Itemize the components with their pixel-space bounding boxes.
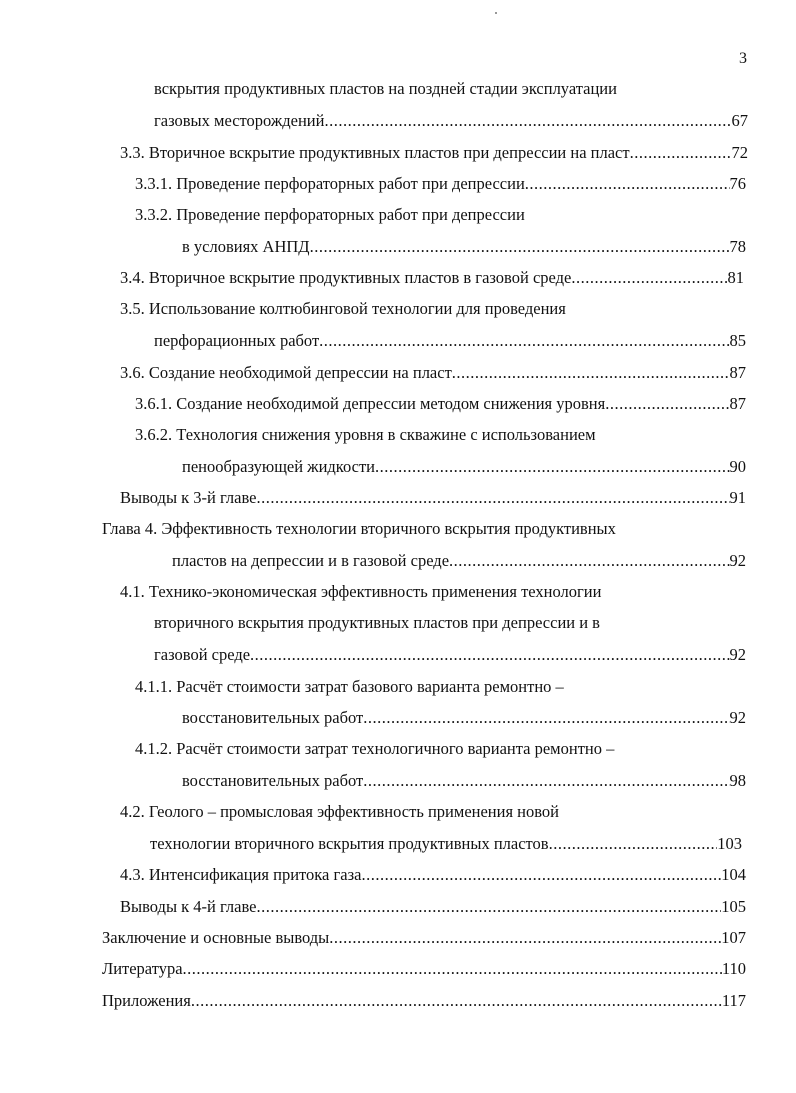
toc-entry	[120, 581, 720, 603]
dot-leader	[329, 927, 721, 949]
toc-entry	[154, 110, 748, 132]
toc-entry	[172, 550, 746, 572]
toc-entry-text: Выводы к 3-й главе	[120, 488, 257, 507]
toc-entry	[102, 958, 746, 980]
toc-entry-text: вскрытия продуктивных пластов на поздней стадии эксплуатации	[154, 79, 617, 98]
toc-entry-text: 4.1.2. Расчёт стоимости затрат технологичного варианта ремонтно –	[135, 739, 615, 758]
toc-entry-text: 3.6.1. Создание необходимой депрессии методом снижения уровня	[135, 394, 606, 413]
dot-leader	[525, 173, 730, 195]
toc-entry-text: восстановительных работ	[182, 771, 364, 790]
dot-leader	[549, 833, 718, 855]
toc-entry-text: восстановительных работ	[182, 708, 364, 727]
toc-entry-text: 3.6.2. Технология снижения уровня в скважине с использованием	[135, 425, 596, 444]
toc-entry-page: 110	[721, 959, 746, 978]
toc-entry-page: 92	[729, 551, 746, 570]
toc-entry-text: 4.2. Геолого – промысловая эффективность применения новой	[120, 802, 560, 821]
toc-entry-text: 4.3. Интенсификация притока газа	[120, 865, 362, 884]
toc-entry	[154, 78, 714, 100]
toc-entry-page: 90	[729, 457, 746, 476]
toc-entry-text: 4.1.1. Расчёт стоимости затрат базового варианта ремонтно –	[135, 677, 564, 696]
toc-entry-text: Литература	[102, 959, 183, 978]
dot-leader	[310, 236, 730, 258]
toc-entry-page: 103	[717, 834, 742, 853]
toc-entry	[135, 424, 715, 446]
toc-entry	[182, 236, 746, 258]
toc-entry	[154, 644, 746, 666]
toc-entry-page: 92	[729, 645, 746, 664]
toc-entry	[154, 330, 746, 352]
dot-leader	[630, 142, 732, 164]
toc-entry-text: перфорационных работ	[154, 331, 320, 350]
toc-entry-text: 3.3.2. Проведение перфораторных работ при депрессии	[135, 205, 525, 224]
dot-leader	[191, 990, 722, 1012]
toc-entry-text: 3.3.1. Проведение перфораторных работ при депрессии	[135, 174, 525, 193]
toc-entry-text: пластов на депрессии и в газовой среде	[172, 551, 450, 570]
toc-entry-text: вторичного вскрытия продуктивных пластов при депрессии и в	[154, 613, 600, 632]
scan-speck	[495, 12, 497, 14]
toc-entry	[120, 487, 746, 509]
toc-entry	[154, 612, 734, 634]
toc-entry-text: Заключение и основные выводы	[102, 928, 330, 947]
dot-leader	[324, 110, 731, 132]
toc-entry-page: 72	[731, 143, 748, 162]
toc-entry-page: 104	[721, 865, 746, 884]
toc-entry	[182, 456, 746, 478]
toc-entry-text: в условиях АНПД	[182, 237, 310, 256]
page-number: 3	[739, 50, 747, 67]
toc-entry-page: 78	[729, 237, 746, 256]
toc-entry-page: 85	[729, 331, 746, 350]
toc-entry-page: 67	[731, 111, 748, 130]
dot-leader	[363, 707, 729, 729]
toc-entry-text: 3.6. Создание необходимой депрессии на пласт	[120, 363, 452, 382]
dot-leader	[449, 550, 729, 572]
toc-entry	[120, 298, 720, 320]
dot-leader	[605, 393, 729, 415]
toc-entry	[102, 518, 742, 540]
toc-entry	[135, 204, 695, 226]
dot-leader	[319, 330, 729, 352]
toc-entry-text: Глава 4. Эффективность технологии вторичного вскрытия продуктивных	[102, 519, 616, 538]
toc-entry-page: 98	[729, 771, 746, 790]
dot-leader	[257, 487, 730, 509]
toc-entry	[120, 864, 746, 886]
toc-entry-page: 87	[729, 363, 746, 382]
toc-entry	[135, 393, 746, 415]
toc-entry	[120, 896, 746, 918]
toc-entry-page: 81	[727, 268, 744, 287]
toc-entry-page: 92	[729, 708, 746, 727]
toc-entry-text: Приложения	[102, 991, 191, 1010]
toc-entry-page: 107	[721, 928, 746, 947]
toc-entry	[120, 267, 744, 289]
dot-leader	[250, 644, 729, 666]
toc-entry	[135, 676, 715, 698]
toc-entry-page: 87	[729, 394, 746, 413]
toc-entry-text: 3.5. Использование колтюбинговой технологии для проведения	[120, 299, 566, 318]
toc-entry-page: 105	[721, 897, 746, 916]
toc-entry-text: газовой среде	[154, 645, 251, 664]
dot-leader	[361, 864, 721, 886]
toc-entry-text: Выводы к 4-й главе	[120, 897, 257, 916]
dot-leader	[363, 770, 729, 792]
toc-entry-page: 117	[721, 991, 746, 1010]
toc-entry-text: 3.3. Вторичное вскрытие продуктивных пластов при депрессии на пласт	[120, 143, 630, 162]
toc-entry	[182, 707, 746, 729]
toc-entry-page: 91	[729, 488, 746, 507]
dot-leader	[452, 362, 730, 384]
toc-entry	[102, 927, 746, 949]
toc-entry-text: пенообразующей жидкости	[182, 457, 376, 476]
toc-entry-text: 4.1. Технико-экономическая эффективность применения технологии	[120, 582, 602, 601]
toc-entry-text: технологии вторичного вскрытия продуктивных пластов	[150, 834, 549, 853]
toc-entry-text: газовых месторождений	[154, 111, 325, 130]
dot-leader	[571, 267, 727, 289]
dot-leader	[183, 958, 722, 980]
toc-entry	[120, 142, 748, 164]
toc-entry	[135, 738, 735, 760]
toc-entry	[120, 801, 680, 823]
dot-leader	[257, 896, 722, 918]
dot-leader	[375, 456, 729, 478]
toc-entry	[150, 833, 742, 855]
toc-entry	[102, 990, 746, 1012]
toc-entry-text: 3.4. Вторичное вскрытие продуктивных пластов в газовой среде	[120, 268, 572, 287]
toc-entry	[182, 770, 746, 792]
toc-entry-page: 76	[729, 174, 746, 193]
toc-entry	[120, 362, 746, 384]
toc-entry	[135, 173, 746, 195]
